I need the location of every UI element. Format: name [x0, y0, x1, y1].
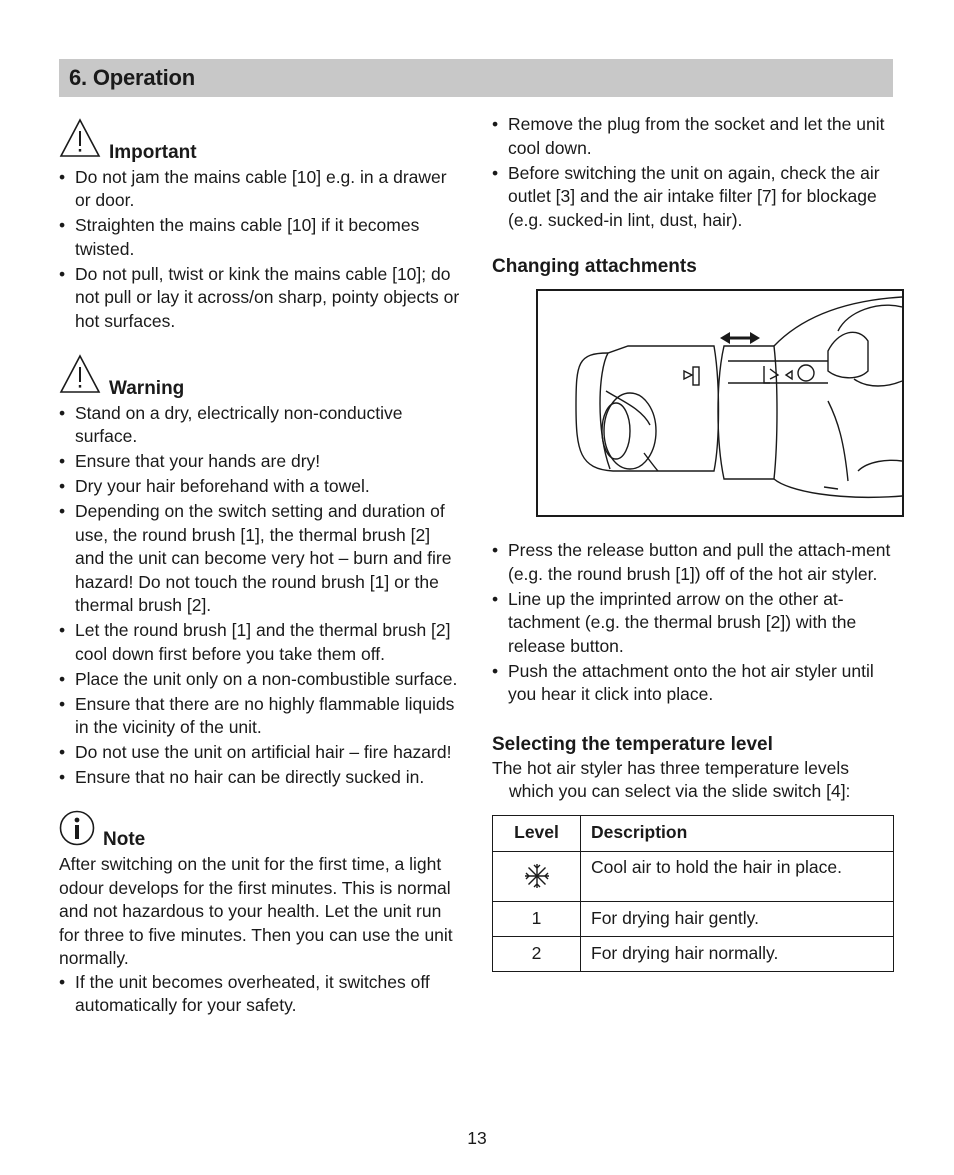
list-item: • Dry your hair beforehand with a towel.	[59, 475, 464, 499]
level-cell: 1	[493, 901, 581, 936]
warning-triangle-icon	[59, 118, 101, 165]
info-icon	[59, 810, 95, 853]
attachments-list	[492, 539, 894, 707]
list-item: • Ensure that your hands are dry!	[59, 450, 464, 474]
temperature-intro: The hot air styler has three temperature levels which you can select via the slide switch [4]:	[492, 757, 851, 801]
note-heading-row	[59, 810, 464, 853]
note-list	[59, 971, 464, 1018]
warning-heading-row	[59, 354, 464, 401]
list-item: • Place the unit only on a non-combustible surface.	[59, 668, 464, 692]
description-cell: For drying hair gently.	[581, 901, 894, 936]
table-header-row	[493, 815, 894, 851]
level-cell	[493, 851, 581, 901]
list-item: • Stand on a dry, electrically non-conductive surface.	[59, 402, 464, 449]
page-title: 6. Operation	[69, 65, 195, 90]
right-column	[492, 113, 894, 972]
attachments-heading: Changing attachments	[492, 256, 697, 277]
list-item: • Straighten the mains cable [10] if it becomes twisted.	[59, 214, 464, 261]
note-heading: Note	[103, 829, 146, 850]
warning-heading: Warning	[109, 377, 185, 399]
important-heading: Important	[109, 141, 197, 163]
column-header-description: Description	[581, 815, 894, 851]
list-item: • Depending on the switch setting and duration of use, the round brush [1], the thermal brush [2] and the unit can become very hot – burn and fire hazard! Do not touch the round brush [1] or the thermal brush [2].	[59, 500, 464, 618]
note-paragraph: After switching on the unit for the first time, a light odour develops for the first minutes. This is normal and not hazardous to your health. Let the unit run for three to five minutes. Then you can use the unit normally.	[59, 854, 453, 968]
important-heading-row	[59, 118, 464, 165]
list-item: • Do not jam the mains cable [10] e.g. in a drawer or door.	[59, 166, 464, 213]
section-header-bar	[59, 59, 893, 97]
list-item: • Do not pull, twist or kink the mains cable [10]; do not pull or lay it across/on sharp, pointy objects or hot surfaces.	[59, 263, 464, 334]
table-row	[493, 851, 894, 901]
temperature-heading: Selecting the temperature level	[492, 733, 773, 755]
level-cell: 2	[493, 936, 581, 971]
temperature-table	[492, 815, 894, 972]
snowflake-icon	[503, 863, 570, 889]
warning-list	[59, 402, 464, 790]
page-number: 13	[467, 1128, 487, 1148]
list-item: • Before switching the unit on again, check the air outlet [3] and the air intake filter [7] for blockage (e.g. sucked-in lint, dust, hair).	[492, 162, 894, 233]
list-item: • Line up the imprinted arrow on the other at-tachment (e.g. the thermal brush [2]) with the release button.	[492, 588, 894, 659]
description-cell: Cool air to hold the hair in place.	[581, 851, 894, 901]
attachment-change-illustration	[536, 289, 904, 517]
column-header-level: Level	[493, 815, 581, 851]
list-item: • Remove the plug from the socket and let the unit cool down.	[492, 113, 894, 160]
list-item: • Do not use the unit on artificial hair – fire hazard!	[59, 741, 464, 765]
list-item: • Push the attachment onto the hot air styler until you hear it click into place.	[492, 660, 894, 707]
list-item: • Ensure that there are no highly flammable liquids in the vicinity of the unit.	[59, 693, 464, 740]
list-item: • Let the round brush [1] and the thermal brush [2] cool down first before you take them off.	[59, 619, 464, 666]
important-list	[59, 166, 464, 334]
table-row	[493, 936, 894, 971]
warning-triangle-icon	[59, 354, 101, 401]
list-item: • If the unit becomes overheated, it switches off automatically for your safety.	[59, 971, 464, 1018]
description-cell: For drying hair normally.	[581, 936, 894, 971]
hair-styler-drawing	[538, 291, 902, 515]
list-item: • Press the release button and pull the attach-ment (e.g. the round brush [1]) off of the hot air styler.	[492, 539, 894, 586]
table-row	[493, 901, 894, 936]
cooldown-list	[492, 113, 894, 232]
list-item: • Ensure that no hair can be directly sucked in.	[59, 766, 464, 790]
left-column	[59, 118, 464, 1019]
